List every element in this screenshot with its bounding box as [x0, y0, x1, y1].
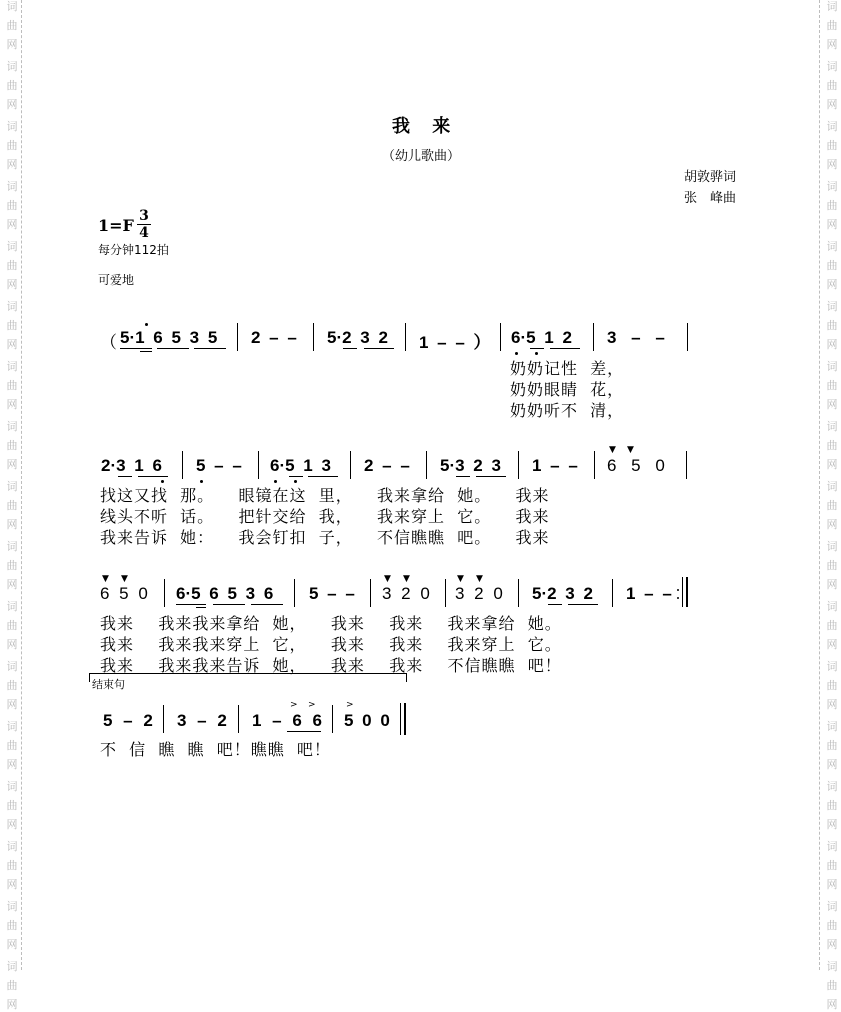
watermark-char: 网 — [826, 938, 838, 951]
watermark-char: 曲 — [6, 799, 18, 812]
watermark-char: 曲 — [826, 199, 838, 212]
watermark-char: 网 — [6, 758, 18, 771]
lyric-verse-1: 我来 我来我来拿给 她， 我来 我来 我来拿给 她。 — [100, 614, 562, 633]
watermark-char: 曲 — [6, 439, 18, 452]
staccato-icon: ▼ — [476, 574, 483, 584]
watermark-char: 网 — [6, 638, 18, 651]
watermark-char: 网 — [6, 278, 18, 291]
watermark-char: 曲 — [6, 859, 18, 872]
watermark-char: 网 — [6, 878, 18, 891]
watermark-char: 曲 — [826, 439, 838, 452]
watermark-char: 网 — [826, 638, 838, 651]
watermark-char: 曲 — [6, 499, 18, 512]
lyric-verse-2: 我来 我来我来穿上 它， 我来 我来 我来穿上 它。 — [100, 635, 562, 654]
staccato-icon: ▼ — [627, 445, 634, 455]
song-subtitle: （幼儿歌曲） — [382, 149, 461, 164]
watermark-char: 曲 — [6, 259, 18, 272]
key-signature: 1=F — [98, 216, 134, 235]
lyric-verse-3: 我来 我来我来告诉 她， 我来 我来 不信瞧瞧 吧！ — [100, 656, 562, 675]
accent-icon: > — [346, 700, 354, 710]
watermark-char: 网 — [6, 518, 18, 531]
watermark-char: 曲 — [826, 619, 838, 632]
watermark-char: 词 — [826, 240, 838, 253]
watermark-char: 词 — [6, 840, 18, 853]
watermark-char: 词 — [826, 60, 838, 73]
staccato-icon: ▼ — [457, 574, 464, 584]
watermark-char: 曲 — [826, 979, 838, 992]
watermark-char: 词 — [6, 960, 18, 973]
watermark-char: 曲 — [6, 679, 18, 692]
watermark-char: 网 — [6, 338, 18, 351]
measure: 5·3 2 3 — [440, 456, 501, 475]
watermark-right — [822, 0, 841, 1011]
measure: 5·1 6 5 3 5 — [120, 328, 218, 347]
watermark-char: 曲 — [826, 19, 838, 32]
expression-marking: 可爱地 — [98, 273, 135, 287]
watermark-char: 词 — [6, 480, 18, 493]
watermark-char: 曲 — [6, 319, 18, 332]
watermark-char: 词 — [6, 540, 18, 553]
watermark-char: 网 — [6, 998, 18, 1011]
watermark-char: 网 — [826, 338, 838, 351]
time-bottom: 4 — [139, 225, 149, 241]
watermark-char: 曲 — [6, 919, 18, 932]
ending-label: 结束句 — [92, 678, 125, 691]
measure: 1 – – ） — [419, 333, 491, 352]
watermark-char: 曲 — [826, 559, 838, 572]
watermark-char: 网 — [6, 158, 18, 171]
watermark-char: 词 — [826, 180, 838, 193]
watermark-char: 网 — [826, 578, 838, 591]
watermark-char: 词 — [6, 60, 18, 73]
measure: 2 – – — [364, 456, 410, 475]
ending-bracket — [89, 673, 407, 682]
watermark-char: 曲 — [6, 559, 18, 572]
watermark-char: 网 — [826, 698, 838, 711]
lyric-final: 不 信 瞧 瞧 吧！瞧瞧 吧！ — [100, 740, 331, 759]
measure: 5 – 2 — [103, 711, 153, 730]
watermark-char: 词 — [6, 120, 18, 133]
watermark-char: 曲 — [6, 199, 18, 212]
watermark-char: 网 — [826, 818, 838, 831]
measure: 3 2 0 — [382, 584, 430, 603]
watermark-char: 词 — [826, 960, 838, 973]
watermark-char: 网 — [826, 878, 838, 891]
lyric-verse-3: 奶奶听不 清， — [510, 401, 625, 420]
measure: 1 – – — [532, 456, 578, 475]
watermark-char: 词 — [826, 540, 838, 553]
watermark-char: 词 — [826, 900, 838, 913]
watermark-char: 曲 — [6, 619, 18, 632]
margin-divider-left — [21, 0, 22, 970]
measure: 6 5 0 — [607, 456, 665, 475]
watermark-char: 网 — [826, 218, 838, 231]
measure: 1 – – — [626, 584, 672, 603]
watermark-char: 曲 — [826, 139, 838, 152]
watermark-left — [2, 0, 22, 1011]
watermark-char: 网 — [826, 458, 838, 471]
watermark-char: 词 — [6, 780, 18, 793]
watermark-char: 词 — [826, 660, 838, 673]
watermark-char: 网 — [6, 818, 18, 831]
measure: 3 – 2 — [177, 711, 227, 730]
watermark-char: 曲 — [6, 79, 18, 92]
time-top: 3 — [139, 208, 149, 224]
watermark-char: 网 — [6, 218, 18, 231]
watermark-char: 词 — [6, 720, 18, 733]
measure: 6·5 1 3 — [270, 456, 331, 475]
watermark-char: 词 — [6, 600, 18, 613]
staccato-icon: ▼ — [121, 574, 128, 584]
measure: 2·3 1 6 — [101, 456, 162, 475]
watermark-char: 网 — [826, 98, 838, 111]
watermark-char: 网 — [826, 998, 838, 1011]
measure: 6·5 1 2 — [511, 328, 572, 347]
watermark-char: 曲 — [826, 739, 838, 752]
measure: 1 – 6 6 — [252, 711, 322, 730]
accent-icon: > — [290, 700, 298, 710]
watermark-char: 曲 — [6, 379, 18, 392]
measure: 5 – – — [309, 584, 355, 603]
watermark-char: 网 — [6, 38, 18, 51]
watermark-char: 词 — [6, 660, 18, 673]
accent-icon: > — [308, 700, 316, 710]
watermark-char: 词 — [6, 300, 18, 313]
watermark-char: 曲 — [826, 319, 838, 332]
watermark-char: 词 — [6, 360, 18, 373]
watermark-char: 词 — [826, 360, 838, 373]
watermark-char: 词 — [826, 840, 838, 853]
watermark-char: 曲 — [6, 19, 18, 32]
watermark-char: 曲 — [6, 139, 18, 152]
watermark-char: 网 — [6, 938, 18, 951]
watermark-char: 网 — [826, 398, 838, 411]
watermark-char: 曲 — [826, 79, 838, 92]
watermark-char: 网 — [826, 518, 838, 531]
watermark-char: 词 — [826, 780, 838, 793]
watermark-char: 网 — [826, 758, 838, 771]
watermark-char: 网 — [826, 158, 838, 171]
staccato-icon: ▼ — [403, 574, 410, 584]
composer-credit: 张 峰曲 — [684, 191, 737, 206]
measure: 5·2 3 2 — [532, 584, 593, 603]
watermark-char: 网 — [6, 698, 18, 711]
lyricist-credit: 胡敦骅词 — [684, 170, 737, 185]
watermark-char: 词 — [6, 240, 18, 253]
watermark-char: 词 — [826, 420, 838, 433]
lyric-verse-1: 找这又找 那。 眼镜在这 里， 我来拿给 她。 我来 — [100, 486, 550, 505]
lyric-verse-3: 我来告诉 她： 我会钉扣 子， 不信瞧瞧 吧。 我来 — [100, 528, 550, 547]
measure: 5·2 3 2 — [327, 328, 388, 347]
watermark-char: 曲 — [826, 799, 838, 812]
measure: 5 0 0 — [344, 711, 390, 730]
watermark-char: 曲 — [826, 499, 838, 512]
watermark-char: 词 — [826, 600, 838, 613]
lyric-verse-2: 线头不听 话。 把针交给 我， 我来穿上 它。 我来 — [100, 507, 550, 526]
time-signature — [137, 209, 151, 240]
watermark-char: 词 — [826, 480, 838, 493]
margin-divider-right — [819, 0, 820, 970]
song-title: 我 来 — [392, 116, 459, 137]
watermark-char: 网 — [6, 578, 18, 591]
watermark-char: 曲 — [826, 259, 838, 272]
lyric-verse-1: 奶奶记性 差， — [510, 359, 625, 378]
watermark-char: 曲 — [826, 859, 838, 872]
watermark-char: 曲 — [6, 739, 18, 752]
measure: 3 2 0 — [455, 584, 503, 603]
watermark-char: 曲 — [826, 919, 838, 932]
lyric-verse-2: 奶奶眼睛 花， — [510, 380, 625, 399]
watermark-char: 词 — [6, 180, 18, 193]
watermark-char: 词 — [826, 0, 838, 13]
measure: 6·5 6 5 3 6 — [176, 584, 274, 603]
staccato-icon: ▼ — [384, 574, 391, 584]
watermark-char: 词 — [826, 720, 838, 733]
watermark-char: 网 — [826, 38, 838, 51]
watermark-char: 曲 — [6, 979, 18, 992]
watermark-char: 网 — [6, 98, 18, 111]
final-barline — [400, 703, 401, 735]
measure: 2 – – — [251, 328, 297, 347]
open-paren: （ — [100, 333, 117, 352]
measure: 6 5 0 — [100, 584, 148, 603]
watermark-char: 网 — [6, 458, 18, 471]
watermark-char: 曲 — [826, 679, 838, 692]
watermark-char: 网 — [6, 398, 18, 411]
watermark-char: 曲 — [826, 379, 838, 392]
repeat-barline — [682, 577, 683, 607]
measure: 3 – – — [607, 328, 665, 347]
tempo-marking: 每分钟112拍 — [98, 243, 169, 257]
watermark-char: 词 — [826, 120, 838, 133]
watermark-char: 网 — [826, 278, 838, 291]
measure: 5 – – — [196, 456, 242, 475]
staccato-icon: ▼ — [102, 574, 109, 584]
watermark-char: 词 — [6, 420, 18, 433]
watermark-char: 词 — [6, 0, 18, 13]
watermark-char: 词 — [826, 300, 838, 313]
staccato-icon: ▼ — [609, 445, 616, 455]
watermark-char: 词 — [6, 900, 18, 913]
